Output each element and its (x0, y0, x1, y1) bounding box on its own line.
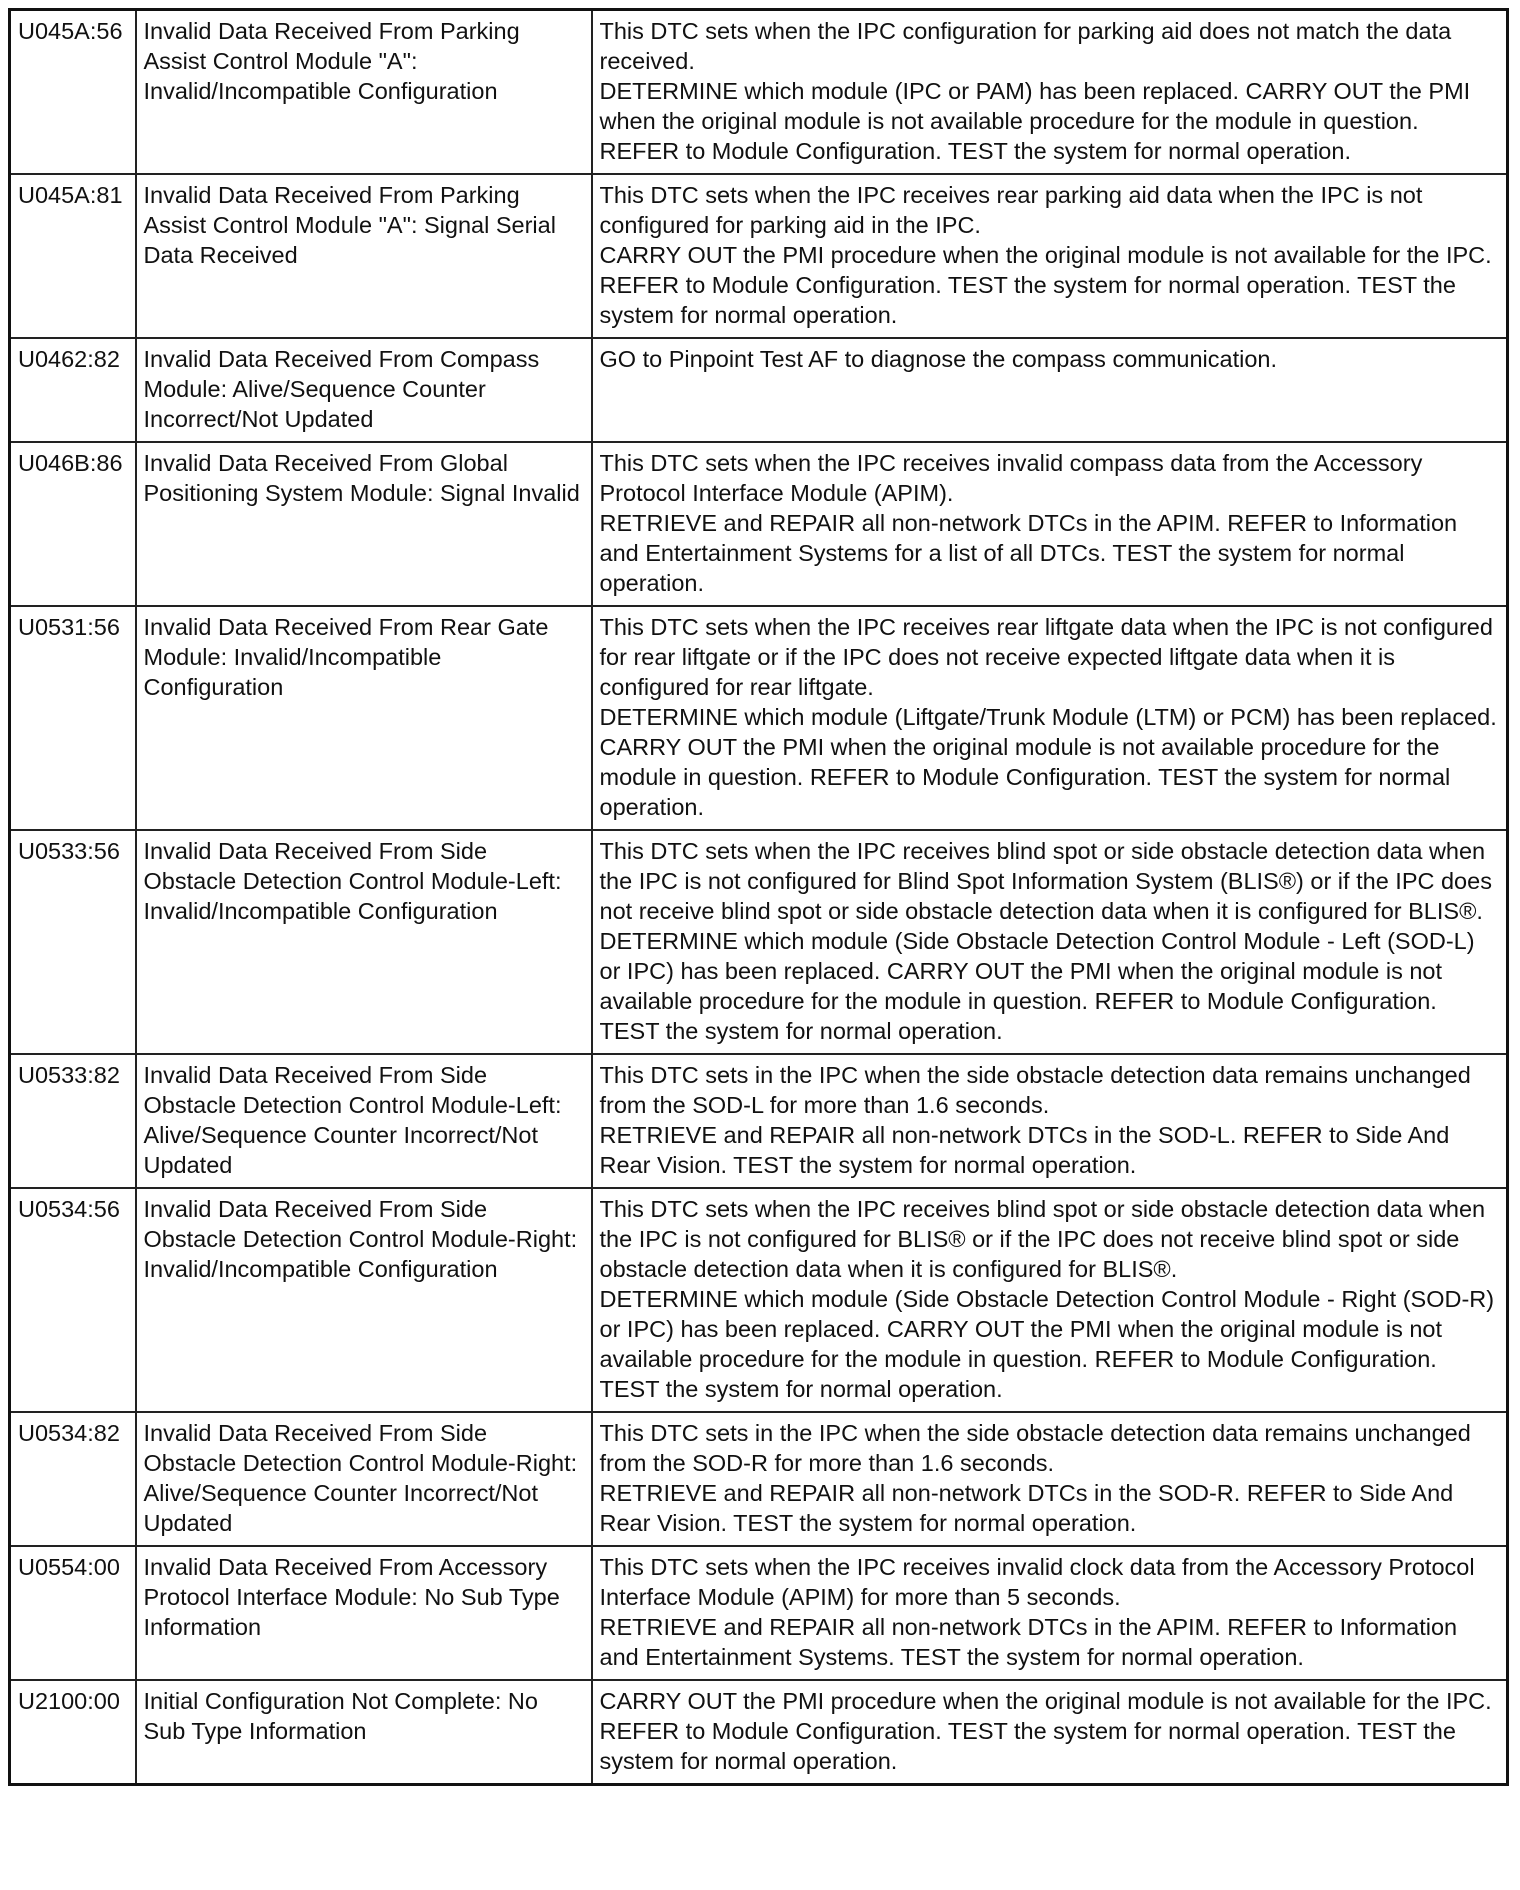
table-row (10, 1412, 1508, 1546)
dtc-action-cell: This DTC sets when the IPC receives invalid clock data from the Accessory Protocol Interface Module (APIM) for more than 5 seconds. RETRIEVE and REPAIR all non-network DTCs in the APIM. REFER to Information and Entertainment Systems. TEST the system for normal operation. (592, 1546, 1508, 1680)
dtc-action-cell: This DTC sets when the IPC receives blind spot or side obstacle detection data when the IPC is not configured for Blind Spot Information System (BLIS®) or if the IPC does not receive blind spot or side obstacle detection data when it is configured for BLIS®. DETERMINE which module (Side Obstacle Detection Control Module - Left (SOD-L) or IPC) has been replaced. CARRY OUT the PMI when the original module is not available procedure for the module in question. REFER to Module Configuration. TEST the system for normal operation. (592, 830, 1508, 1054)
dtc-action-cell: This DTC sets in the IPC when the side obstacle detection data remains unchanged from the SOD-L for more than 1.6 seconds. RETRIEVE and REPAIR all non-network DTCs in the SOD-L. REFER to Side And Rear Vision. TEST the system for normal operation. (592, 1054, 1508, 1188)
table-row (10, 1680, 1508, 1785)
table-row (10, 1188, 1508, 1412)
table-row (10, 10, 1508, 175)
dtc-action-cell: GO to Pinpoint Test AF to diagnose the compass communication. (592, 338, 1508, 442)
dtc-action-cell: This DTC sets in the IPC when the side obstacle detection data remains unchanged from the SOD-R for more than 1.6 seconds. RETRIEVE and REPAIR all non-network DTCs in the SOD-R. REFER to Side And Rear Vision. TEST the system for normal operation. (592, 1412, 1508, 1546)
dtc-description-cell: Invalid Data Received From Side Obstacle Detection Control Module-Left: Invalid/Incompatible Configuration (136, 830, 592, 1054)
table-row (10, 1546, 1508, 1680)
table-row (10, 606, 1508, 830)
table-row (10, 1054, 1508, 1188)
dtc-description-cell: Invalid Data Received From Accessory Protocol Interface Module: No Sub Type Information (136, 1546, 592, 1680)
table-row (10, 830, 1508, 1054)
dtc-table (8, 8, 1509, 1786)
dtc-description-cell: Invalid Data Received From Global Positioning System Module: Signal Invalid (136, 442, 592, 606)
dtc-code-cell: U0533:56 (10, 830, 136, 1054)
dtc-description-cell: Invalid Data Received From Side Obstacle Detection Control Module-Right: Invalid/Incompatible Configuration (136, 1188, 592, 1412)
dtc-description-cell: Invalid Data Received From Side Obstacle Detection Control Module-Right: Alive/Sequence Counter Incorrect/Not Updated (136, 1412, 592, 1546)
table-row (10, 442, 1508, 606)
table-row (10, 338, 1508, 442)
dtc-code-cell: U0462:82 (10, 338, 136, 442)
dtc-code-cell: U045A:81 (10, 174, 136, 338)
dtc-code-cell: U046B:86 (10, 442, 136, 606)
dtc-description-cell: Invalid Data Received From Side Obstacle Detection Control Module-Left: Alive/Sequence Counter Incorrect/Not Updated (136, 1054, 592, 1188)
dtc-code-cell: U0534:82 (10, 1412, 136, 1546)
dtc-action-cell: This DTC sets when the IPC receives blind spot or side obstacle detection data when the IPC is not configured for BLIS® or if the IPC does not receive blind spot or side obstacle detection data when it is configured for BLIS®. DETERMINE which module (Side Obstacle Detection Control Module - Right (SOD-R) or IPC) has been replaced. CARRY OUT the PMI when the original module is not available procedure for the module in question. REFER to Module Configuration. TEST the system for normal operation. (592, 1188, 1508, 1412)
dtc-action-cell: This DTC sets when the IPC configuration for parking aid does not match the data received. DETERMINE which module (IPC or PAM) has been replaced. CARRY OUT the PMI when the original module is not available procedure for the module in question. REFER to Module Configuration. TEST the system for normal operation. (592, 10, 1508, 175)
dtc-action-cell: CARRY OUT the PMI procedure when the original module is not available for the IPC. REFER to Module Configuration. TEST the system for normal operation. TEST the system for normal operation. (592, 1680, 1508, 1785)
dtc-action-cell: This DTC sets when the IPC receives invalid compass data from the Accessory Protocol Interface Module (APIM). RETRIEVE and REPAIR all non-network DTCs in the APIM. REFER to Information and Entertainment Systems for a list of all DTCs. TEST the system for normal operation. (592, 442, 1508, 606)
dtc-description-cell: Invalid Data Received From Parking Assist Control Module "A": Invalid/Incompatible Configuration (136, 10, 592, 175)
dtc-code-cell: U0533:82 (10, 1054, 136, 1188)
dtc-code-cell: U0554:00 (10, 1546, 136, 1680)
dtc-description-cell: Invalid Data Received From Rear Gate Module: Invalid/Incompatible Configuration (136, 606, 592, 830)
dtc-description-cell: Invalid Data Received From Parking Assist Control Module "A": Signal Serial Data Received (136, 174, 592, 338)
dtc-description-cell: Invalid Data Received From Compass Module: Alive/Sequence Counter Incorrect/Not Updated (136, 338, 592, 442)
table-row (10, 174, 1508, 338)
dtc-action-cell: This DTC sets when the IPC receives rear parking aid data when the IPC is not configured for parking aid in the IPC. CARRY OUT the PMI procedure when the original module is not available for the IPC. REFER to Module Configuration. TEST the system for normal operation. TEST the system for normal operation. (592, 174, 1508, 338)
dtc-code-cell: U0534:56 (10, 1188, 136, 1412)
dtc-code-cell: U0531:56 (10, 606, 136, 830)
dtc-code-cell: U2100:00 (10, 1680, 136, 1785)
dtc-description-cell: Initial Configuration Not Complete: No Sub Type Information (136, 1680, 592, 1785)
dtc-code-cell: U045A:56 (10, 10, 136, 175)
dtc-action-cell: This DTC sets when the IPC receives rear liftgate data when the IPC is not configured for rear liftgate or if the IPC does not receive expected liftgate data when it is configured for rear liftgate. DETERMINE which module (Liftgate/Trunk Module (LTM) or PCM) has been replaced. CARRY OUT the PMI when the original module is not available procedure for the module in question. REFER to Module Configuration. TEST the system for normal operation. (592, 606, 1508, 830)
